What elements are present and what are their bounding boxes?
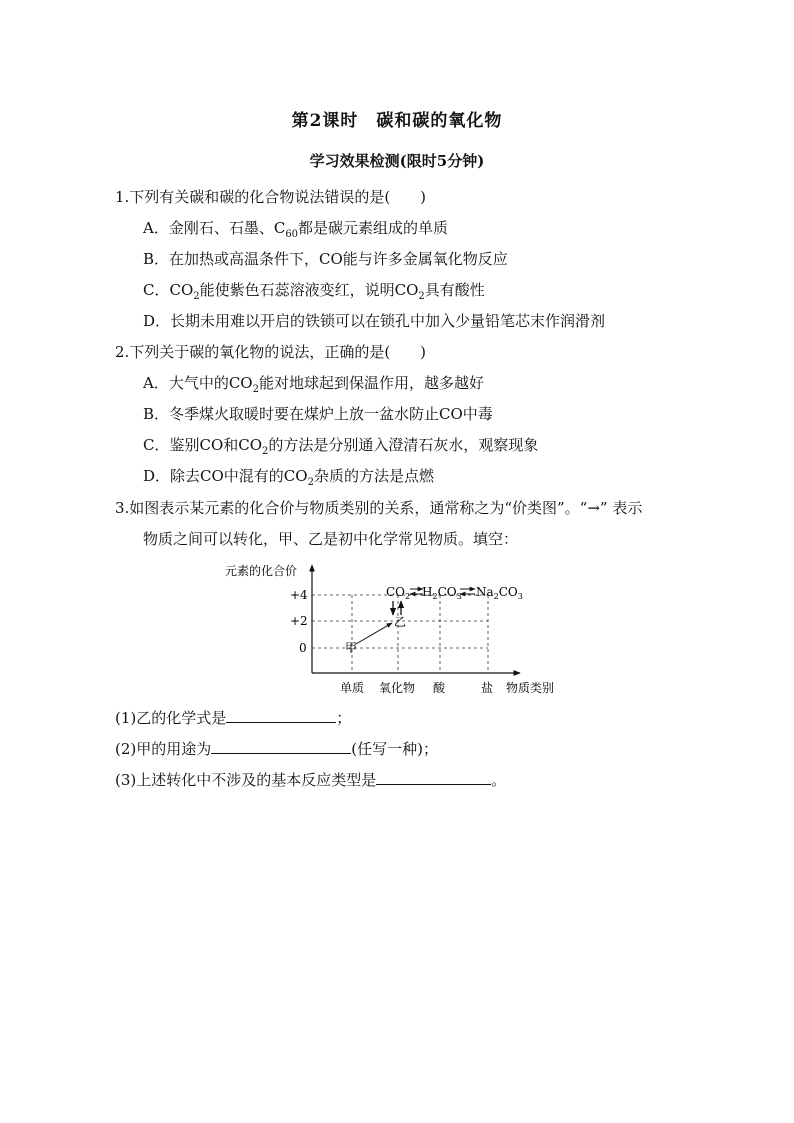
question-1-option-c: C．$CO_2$能使紫色石蕊溶液变红，说明$CO_2$具有酸性 <box>143 281 485 302</box>
node-co2: $CO_2$ <box>386 585 411 601</box>
y-tick-zero: 0 <box>299 641 307 655</box>
answer-blank-2[interactable] <box>211 739 351 754</box>
question-2-option-d: D．除去CO中混有的$CO_2$杂质的方法是点燃 <box>143 467 434 488</box>
y-tick-plus4: +4 <box>290 588 308 602</box>
question-3-stem-line2: 物质之间可以转化，甲、乙是初中化学常见物质。填空： <box>143 530 519 548</box>
page-title: 第2课时 碳和碳的氧化物 <box>291 111 503 131</box>
valence-category-diagram <box>210 555 570 700</box>
y-axis-label: 元素的化合价 <box>225 564 298 578</box>
x-tick-salt: 盐 <box>481 681 494 695</box>
question-1-stem: 1.下列有关碳和碳的化合物说法错误的是( ) <box>115 188 427 206</box>
question-1-option-b: B．在加热或高温条件下，CO能与许多金属氧化物反应 <box>143 250 508 268</box>
x-tick-oxide: 氧化物 <box>379 681 416 695</box>
node-yi: 乙 <box>394 615 407 629</box>
arrow-jia-to-yi <box>356 623 392 644</box>
question-1-option-d: D．长期未用难以开启的铁锁可以在锁孔中加入少量铅笔芯末作润滑剂 <box>143 312 606 330</box>
y-tick-plus2: +2 <box>290 614 308 628</box>
question-1-option-a: A．金刚石、石墨、$C_{60}$都是碳元素组成的单质 <box>143 219 449 240</box>
question-3-stem-line1: 3.如图表示某元素的化合价与物质类别的关系，通常称之为“价类图”。“→” 表示 <box>115 499 643 517</box>
question-2-option-b: B．冬季煤火取暖时要在煤炉上放一盆水防止CO中毒 <box>143 405 493 423</box>
question-2-stem: 2.下列关于碳的氧化物的说法，正确的是( ) <box>115 343 427 361</box>
question-3-sub-3: (3)上述转化中不涉及的基本反应类型是 。 <box>115 771 507 789</box>
answer-blank-1[interactable] <box>226 708 336 723</box>
x-tick-acid: 酸 <box>433 681 446 695</box>
node-jia: 甲 <box>345 641 358 655</box>
node-na2co3: $Na_2CO_3$ <box>476 585 523 601</box>
node-h2co3: $H_2CO_3$ <box>422 585 462 601</box>
answer-blank-3[interactable] <box>376 770 491 785</box>
x-tick-element: 单质 <box>340 681 365 695</box>
page-subtitle: 学习效果检测(限时5分钟) <box>309 152 485 170</box>
question-2-option-a: A．大气中的$CO_2$能对地球起到保温作用，越多越好 <box>143 374 484 395</box>
question-3-sub-1: (1)乙的化学式是 ； <box>115 709 352 727</box>
question-3-sub-2: (2)甲的用途为 (任写一种)； <box>115 740 438 758</box>
question-2-option-c: C．鉴别CO和$CO_2$的方法是分别通入澄清石灰水，观察现象 <box>143 436 539 457</box>
x-axis-label: 物质类别 <box>506 681 555 695</box>
